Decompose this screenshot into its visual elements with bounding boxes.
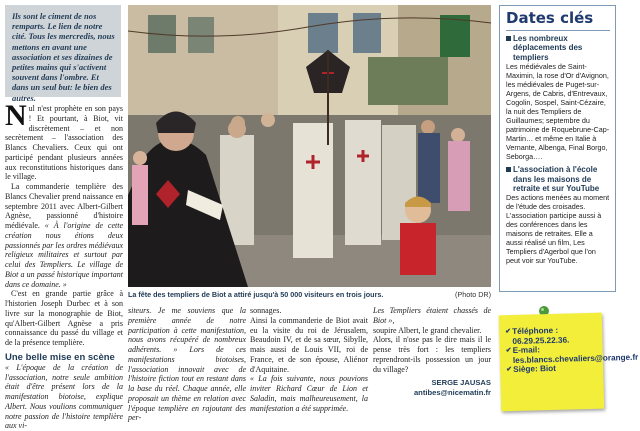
key-dates-title: Dates clés <box>506 9 594 27</box>
article-paragraph: soupire Albert, le grand chevalier. <box>373 325 482 335</box>
key-dates-box <box>499 5 616 292</box>
photo-caption <box>128 289 491 301</box>
article-subheading: Une belle mise en scène <box>5 351 115 363</box>
check-icon: ✔ <box>505 347 512 355</box>
author-email[interactable]: antibes@nicematin.fr <box>413 388 491 397</box>
article-column-3 <box>250 306 368 413</box>
article-paragraph: Les Templiers étaient chassés de Biot », <box>373 306 491 325</box>
contact-phone: ✔ Téléphone : 06.29.25.22.36. <box>505 325 570 346</box>
contact-seat: ✔ Siège: Biot <box>506 364 557 375</box>
author-name: SERGE JAUSAS <box>431 378 491 388</box>
contact-email: ✔ E-mail: les.blancs.chevaliers@orange.fr <box>505 345 639 365</box>
photo-caption-text: La fête des templiers de Biot a attiré jusqu'à 50 000 visiteurs en trois jours. <box>128 290 384 299</box>
article-paragraph: siteurs. Je me souviens que la première année de notre participation à cette manifestation, nous avons récupéré de nombreux adhérents. » Lors de ces manifestations biotoises, l'association innovait avec de l'histoire fiction tout en restant dans la base du réel. Chaque année, elle proposait un thème en relation avec l'époque templière en rajoutant des per- <box>128 306 246 423</box>
article-paragraph: « L'époque de la création de l'association, notre seule ambition était d'être présent lors de la manifestation biotoise, explique Albert. Nous voulions communiquer notre passion de l'histoire templière aux vi- <box>5 362 123 431</box>
templar-procession-image <box>128 5 491 287</box>
key-dates-section-heading: Les nombreux déplacements des templiers <box>506 34 610 62</box>
photo-credit: (Photo DR) <box>455 290 491 299</box>
contact-sticky-note <box>499 313 639 412</box>
article-column-4 <box>373 306 491 398</box>
article-paragraph: sonnages. <box>250 306 282 315</box>
procession-photo <box>128 5 491 287</box>
square-bullet-icon <box>506 167 511 172</box>
article-paragraph: La commanderie templière des Blancs Chevalier prend naissance en septembre 2011 avec Albert-Gilbert Agnèse, passionné d'histoire médiévale. « À l'origine de cette création nous étions deux passionnés par les ordres médiévaux religieux militaires et surtout par celui des Templiers. Le village de Biot a un passé historique important dans ce domaine. » <box>5 182 124 289</box>
article-paragraph: Ainsi la commanderie de Biot avait eu la visite du roi de Jérusalem, Beaudoin IV, et de sa sœur, Sibylle, mais aussi de Louis VII, roi de France, et de son épouse, Aliénor d'Aquitaine. <box>250 315 368 374</box>
intro-quote-box <box>5 5 121 103</box>
key-dates-section-heading: L'association à l'école dans les maisons de retraite et sur YouTube <box>506 165 610 193</box>
article-paragraph: « La fois suivante, nous pouvions inviter Richard Cœur de Lion et Saladin, mais malheureusement, la manifestation a été supprimée. <box>250 374 368 413</box>
article-lead-paragraph: Nul n'est prophète en son pays ! Et pourtant, à Biot, vit discrètement – et non secrètement – l'association des Blancs Chevaliers. Ceux qui ont participé pendant plusieurs années aux reconstitutions historiques dans le village. <box>5 99 123 182</box>
key-dates-section-text: Les médiévales de Saint-Maximin, la rose d'Or d'Avignon, les médiévales de Puget-sur-Argens, de Cabris, d'Entrevaux, Cogolin, Sospel, Saint-Cézaire, la nuit des Templiers de Guillaumes; septembre du patrimoine de Roquebrune-Cap-Martin… et même en Italie à Vernante, Albenga, Final Borgo, Seborga…. <box>506 62 610 162</box>
article-paragraph: Alors, il n'ose pas le dire mais il le pense très fort : les templiers reprendront-ils possession un jour du village? <box>373 335 491 374</box>
key-dates-section-text: Des actions menées au moment de l'étude des croisades. L'association participe aussi à des conférences dans les maisons de retraites. Elle a aussi réalisé un film, Les Templiers d'Agerbol que l'on peut voir sur YouTube. <box>506 193 610 266</box>
intro-quote-text: Ils sont le ciment de nos remparts. Le lien de notre cité. Tous les mercredis, nous mettons en avant une association et ses dizaines de petites mains qui s'activent souvent dans l'ombre. Et dans un seul but: le bien des autres. <box>12 11 115 103</box>
article-column-2 <box>128 306 246 423</box>
key-dates-divider <box>506 30 610 31</box>
check-icon: ✔ <box>505 328 512 336</box>
article-column-1 <box>5 99 124 431</box>
article-paragraph: C'est en grande partie grâce à l'historien Joseph Durbec et à son livre sur la monographie de Biot, qu'Albert-Gilbert Agnèse a pris connaissance du passé du village et de la présence templière. <box>5 289 123 347</box>
square-bullet-icon <box>506 36 511 41</box>
check-icon: ✔ <box>506 366 513 374</box>
dropcap-letter: N <box>5 99 27 132</box>
